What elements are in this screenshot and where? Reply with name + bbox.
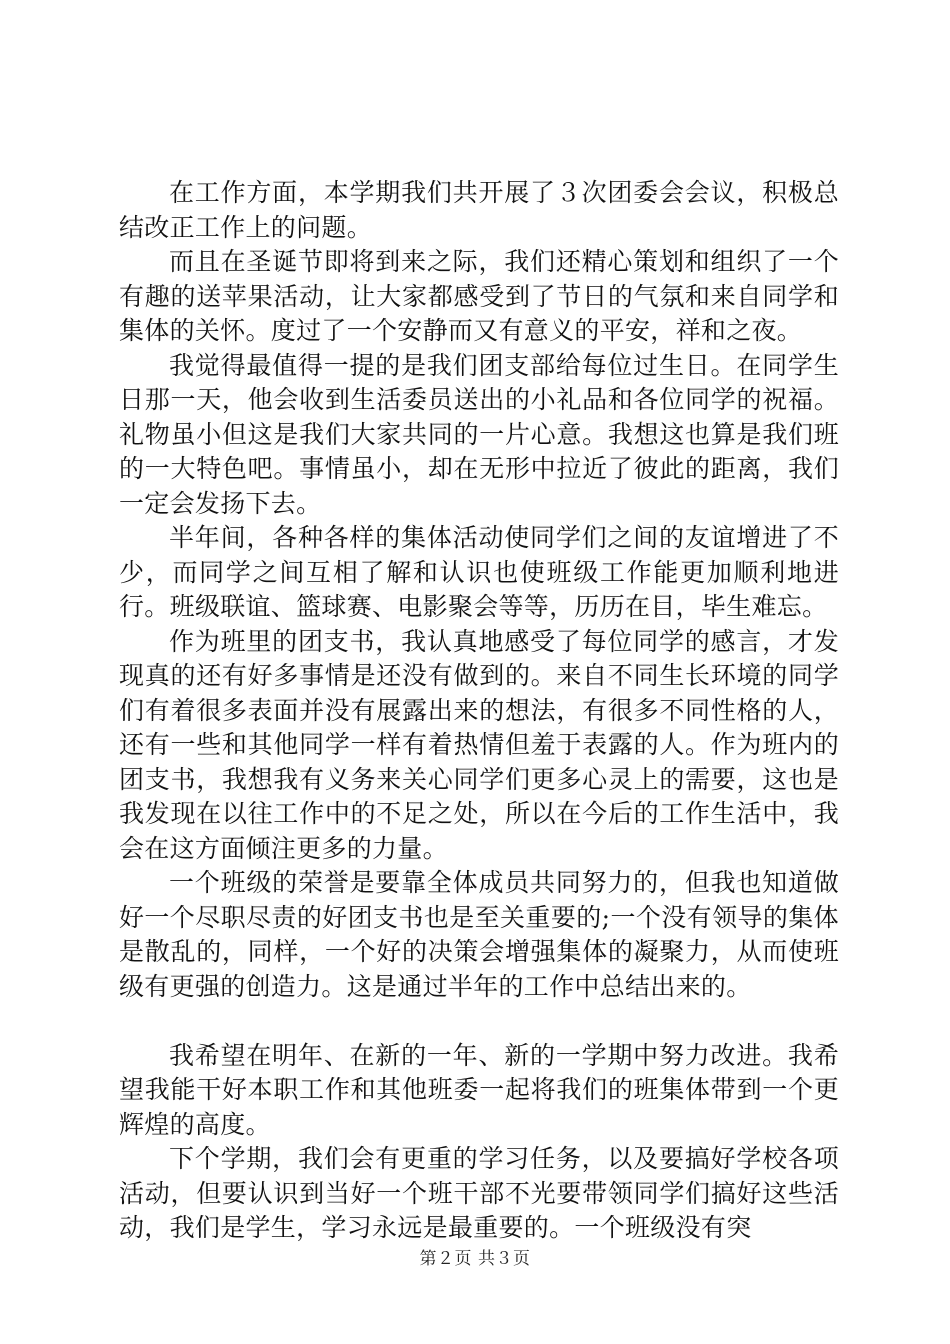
paragraph-reflection: 作为班里的团支书，我认真地感受了每位同学的感言，才发现真的还有好多事情是还没有做到的。来自不同生长环境的同学们有着很多表面并没有展露出来的想法，有很多不同性格的人，还有一些和其他同学一样有着热情但羞于表露的人。作为班内的团支书，我想我有义务来关心同学们更多心灵上的需要，这也是我发现在以往工作中的不足之处，所以在今后的工作生活中，我会在这方面倾注更多的力量。	[119, 626, 839, 863]
paragraph-class-honor: 一个班级的荣誉是要靠全体成员共同努力的，但我也知道做好一个尽职尽责的好团支书也是至关重要的;一个没有领导的集体是散乱的，同样，一个好的决策会增强集体的凝聚力，从而使班级有更强的创造力。这是通过半年的工作中总结出来的。	[119, 868, 839, 1001]
page-number-footer: 第２页 共３页	[419, 1249, 531, 1269]
paragraph-christmas-activity: 而且在圣诞节即将到来之际，我们还精心策划和组织了一个有趣的送苹果活动，让大家都感受到了节日的气氛和来自同学和集体的关怀。度过了一个安静而又有意义的平安，祥和之夜。	[119, 247, 839, 345]
paragraph-birthdays: 我觉得最值得一提的是我们团支部给每位过生日。在同学生日那一天，他会收到生活委员送出的小礼品和各位同学的祝福。礼物虽小但这是我们大家共同的一片心意。我想这也算是我们班的一大特色吧。事情虽小，却在无形中拉近了彼此的距离，我们一定会发扬下去。	[119, 350, 839, 518]
paragraph-next-semester: 下个学期，我们会有更重的学习任务，以及要搞好学校各项活动，但要认识到当好一个班干部不光要带领同学们搞好这些活动，我们是学生，学习永远是最重要的。一个班级没有突	[119, 1144, 839, 1242]
document-body	[119, 176, 839, 1246]
paragraph-meetings: 在工作方面，本学期我们共开展了３次团委会会议，积极总结改正工作上的问题。	[119, 178, 839, 242]
paragraph-hopes: 我希望在明年、在新的一年、新的一学期中努力改进。我希望我能干好本职工作和其他班委一起将我们的班集体带到一个更辉煌的高度。	[119, 1040, 839, 1139]
paragraph-group-activities: 半年间，各种各样的集体活动使同学们之间的友谊增进了不少，而同学之间互相了解和认识也使班级工作能更加顺利地进行。班级联谊、篮球赛、电影聚会等等，历历在目，毕生难忘。	[119, 523, 839, 621]
